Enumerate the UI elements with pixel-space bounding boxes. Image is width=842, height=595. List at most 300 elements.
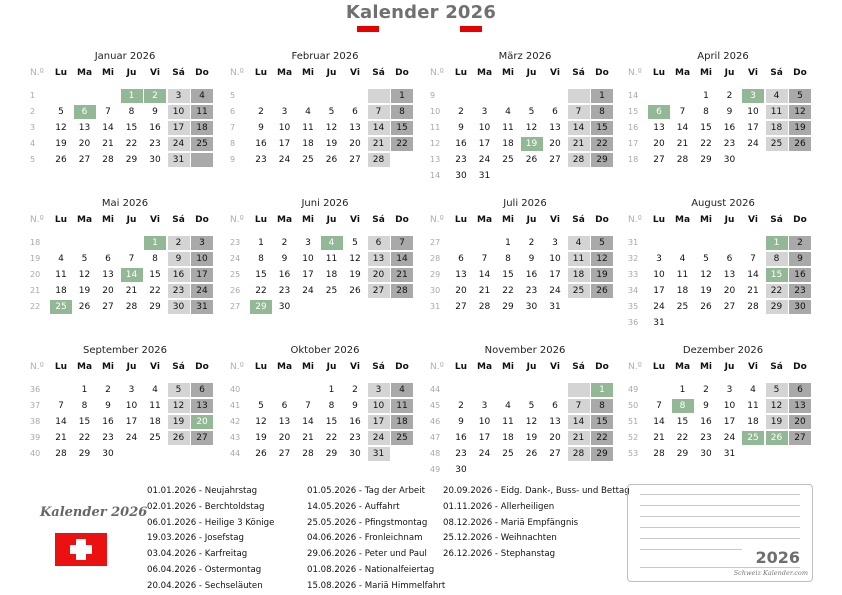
day-cell: 6 xyxy=(105,254,111,264)
day-cell: 26 xyxy=(591,284,613,298)
week-number: 12 xyxy=(430,139,441,148)
day-cell: 3 xyxy=(168,89,190,103)
day-cell: 13 xyxy=(455,270,467,280)
weekday-header: Ma xyxy=(276,215,293,225)
week-number: 29 xyxy=(430,270,441,279)
day-cell: 12 xyxy=(700,270,712,280)
day-cell: 6 xyxy=(458,254,464,264)
week-number: 18 xyxy=(30,238,41,247)
day-cell: 16 xyxy=(789,268,811,282)
day-cell: 24 xyxy=(653,302,665,312)
weekday-header: Do xyxy=(793,362,807,372)
week-number: 44 xyxy=(430,385,441,394)
weekday-header: Do xyxy=(395,68,409,78)
day-cell: 6 xyxy=(352,107,358,117)
day-cell: 27 xyxy=(455,302,467,312)
day-cell: 22 xyxy=(325,433,338,443)
day-cell: 26 xyxy=(349,286,361,296)
day-cell: 29 xyxy=(591,447,613,461)
weekday-header: Do xyxy=(595,68,609,78)
day-cell: 14 xyxy=(55,417,67,427)
day-cell: 21 xyxy=(302,433,314,443)
week-number: 15 xyxy=(628,107,639,116)
day-cell: 1 xyxy=(505,238,511,248)
day-cell: 1 xyxy=(391,89,413,103)
holiday-entry: 04.06.2026 - Fronleichnam xyxy=(307,533,423,544)
weekday-header: Ma xyxy=(674,68,691,78)
week-number: 40 xyxy=(30,449,41,458)
weekday-header: Vi xyxy=(150,215,160,225)
week-number: 34 xyxy=(628,286,639,295)
day-cell: 8 xyxy=(766,252,788,266)
day-cell: 18 xyxy=(568,268,590,282)
day-cell: 14 xyxy=(653,417,665,427)
day-cell: 11 xyxy=(55,270,67,280)
weekday-header: Ju xyxy=(724,215,735,225)
day-cell: 4 xyxy=(750,385,756,395)
day-cell: 7 xyxy=(128,254,135,264)
week-number-header: N.º xyxy=(30,68,44,78)
day-cell: 16 xyxy=(455,139,467,149)
day-cell: 12 xyxy=(55,123,67,133)
day-cell: 6 xyxy=(191,383,213,397)
weekday-header: Ju xyxy=(526,68,537,78)
week-number: 5 xyxy=(230,91,236,100)
week-number-header: N.º xyxy=(430,362,444,372)
day-cell: 18 xyxy=(502,433,514,443)
day-cell: 15 xyxy=(125,123,138,133)
day-cell: 31 xyxy=(549,302,561,312)
day-cell: 10 xyxy=(125,401,138,411)
weekday-header: Sá xyxy=(770,215,783,225)
weekday-header: Do xyxy=(195,68,209,78)
day-cell: 9 xyxy=(281,254,288,264)
day-cell: 15 xyxy=(676,417,689,427)
week-number: 5 xyxy=(30,155,36,164)
weekday-header: Mi xyxy=(501,362,515,372)
weekday-header: Do xyxy=(595,215,609,225)
day-cell: 2 xyxy=(528,238,535,248)
week-number: 10 xyxy=(430,107,441,116)
day-cell: 16 xyxy=(455,433,467,443)
day-cell: 19 xyxy=(525,433,538,443)
day-cell: 22 xyxy=(149,286,161,296)
weekday-header: Sá xyxy=(572,215,585,225)
weekday-header: Do xyxy=(195,215,209,225)
day-cell: 27 xyxy=(78,155,91,165)
holiday-entry: 14.05.2026 - Auffahrt xyxy=(307,501,400,512)
day-cell: 25 xyxy=(391,431,413,445)
day-cell: 27 xyxy=(278,449,291,459)
day-cell: 15 xyxy=(78,417,91,427)
day-cell: 21 xyxy=(102,139,114,149)
day-cell: 8 xyxy=(328,401,335,411)
day-cell: 28 xyxy=(125,302,138,312)
day-cell: 27 xyxy=(102,302,114,312)
day-cell: 4 xyxy=(766,89,788,103)
day-cell: 9 xyxy=(458,123,464,133)
day-cell: 29 xyxy=(125,155,138,165)
day-cell: 21 xyxy=(568,137,590,151)
day-cell: 21 xyxy=(747,286,759,296)
day-cell: 13 xyxy=(191,399,213,413)
day-cell: 3 xyxy=(481,107,488,117)
day-cell: 6 xyxy=(552,401,558,411)
day-cell: 18 xyxy=(676,286,689,296)
day-cell: 24 xyxy=(368,431,390,445)
day-cell: 24 xyxy=(278,155,291,165)
day-cell: 8 xyxy=(591,105,613,119)
day-cell: 7 xyxy=(568,399,590,413)
weekday-header: Mi xyxy=(699,215,713,225)
day-cell: 6 xyxy=(74,105,96,119)
day-cell: 27 xyxy=(191,431,213,445)
weekday-header: Sá xyxy=(372,68,385,78)
day-cell: 10 xyxy=(278,123,291,133)
day-cell: 18 xyxy=(747,417,759,427)
day-cell: 26 xyxy=(766,431,788,445)
holiday-list-2 xyxy=(307,484,445,595)
day-cell: 11 xyxy=(502,123,514,133)
week-number: 2 xyxy=(30,107,36,116)
day-cell: 18 xyxy=(766,121,788,135)
day-cell: 11 xyxy=(149,401,161,411)
holiday-entry: 20.04.2026 - Sechseläuten xyxy=(147,580,263,591)
brand-label: Kalender 2026 xyxy=(40,505,148,520)
notes-year: 2026 xyxy=(755,548,800,567)
day-cell: 20 xyxy=(455,286,467,296)
day-cell: 21 xyxy=(676,139,689,149)
day-cell: 27 xyxy=(368,284,390,298)
day-cell: 13 xyxy=(278,417,291,427)
day-cell: 30 xyxy=(168,300,190,314)
day-cell: 1 xyxy=(766,236,788,250)
day-cell: 12 xyxy=(789,105,811,119)
day-cell: 5 xyxy=(703,254,709,264)
day-cell: 15 xyxy=(591,415,613,429)
day-cell: 19 xyxy=(78,286,91,296)
day-cell: 25 xyxy=(50,300,72,314)
day-cell: 9 xyxy=(105,401,111,411)
day-cell: 2 xyxy=(281,238,288,248)
week-number: 52 xyxy=(628,433,639,442)
day-cell: 19 xyxy=(591,268,613,282)
day-cell: 11 xyxy=(302,123,314,133)
day-cell: 20 xyxy=(368,268,390,282)
week-number: 51 xyxy=(628,417,639,426)
day-cell: 11 xyxy=(391,399,413,413)
week-number: 9 xyxy=(230,155,236,164)
day-cell: 22 xyxy=(391,137,413,151)
day-cell: 10 xyxy=(747,107,759,117)
weekday-header: Ju xyxy=(326,68,337,78)
week-number: 35 xyxy=(628,302,639,311)
weekday-header: Sá xyxy=(572,362,585,372)
day-cell: 29 xyxy=(149,302,161,312)
week-number: 44 xyxy=(230,449,241,458)
day-cell: 10 xyxy=(653,270,665,280)
month-name: November 2026 xyxy=(484,345,566,356)
day-cell: 16 xyxy=(723,123,736,133)
day-cell: 14 xyxy=(747,270,759,280)
day-cell: 21 xyxy=(391,268,413,282)
day-cell: 3 xyxy=(128,385,135,395)
day-cell: 17 xyxy=(478,433,491,443)
day-cell: 13 xyxy=(368,252,390,266)
day-cell: 19 xyxy=(349,270,361,280)
weekday-header: Lu xyxy=(54,215,68,225)
day-cell: 13 xyxy=(349,123,361,133)
day-cell: 26 xyxy=(168,431,190,445)
week-number: 14 xyxy=(628,91,639,100)
day-cell: 2 xyxy=(352,385,358,395)
day-cell: 4 xyxy=(191,89,213,103)
day-cell: 15 xyxy=(325,417,338,427)
month-name: Oktober 2026 xyxy=(290,345,360,356)
day-cell: 14 xyxy=(368,121,390,135)
day-cell: 1 xyxy=(81,385,88,395)
day-cell: 9 xyxy=(168,252,190,266)
month-1 xyxy=(30,51,220,191)
month-name: Februar 2026 xyxy=(291,51,359,62)
day-cell: 2 xyxy=(105,385,111,395)
day-cell: 24 xyxy=(723,433,736,443)
day-cell: 28 xyxy=(368,153,390,167)
day-cell: 5 xyxy=(528,401,535,411)
day-cell: 25 xyxy=(676,302,689,312)
day-cell: 5 xyxy=(591,236,613,250)
day-cell: 30 xyxy=(149,155,161,165)
week-number-header: N.º xyxy=(430,68,444,78)
day-cell: 9 xyxy=(458,417,464,427)
week-number: 45 xyxy=(430,401,441,410)
weekday-header: Do xyxy=(195,362,209,372)
day-cell: 19 xyxy=(700,286,712,296)
day-cell: 9 xyxy=(789,252,811,266)
weekday-header: Mi xyxy=(699,362,713,372)
day-cell: 21 xyxy=(368,137,390,151)
day-cell: 16 xyxy=(255,139,267,149)
day-cell: 17 xyxy=(478,139,491,149)
weekday-header: Ju xyxy=(526,362,537,372)
holiday-entry: 15.08.2026 - Mariä Himmelfahrt xyxy=(307,580,446,591)
day-cell: 7 xyxy=(391,236,413,250)
day-cell: 7 xyxy=(568,105,590,119)
day-cell: 17 xyxy=(125,417,138,427)
day-cell: 7 xyxy=(368,105,390,119)
week-number: 32 xyxy=(628,254,639,263)
week-number: 24 xyxy=(230,254,241,263)
day-cell: 23 xyxy=(349,433,361,443)
week-number: 20 xyxy=(30,270,41,279)
weekday-header: Lu xyxy=(454,362,468,372)
week-number: 28 xyxy=(430,254,441,263)
day-cell: 28 xyxy=(102,155,114,165)
day-cell: 25 xyxy=(191,137,213,151)
day-cell: 4 xyxy=(679,254,686,264)
day-cell: 3 xyxy=(305,238,311,248)
day-cell: 10 xyxy=(168,105,190,119)
day-cell: 4 xyxy=(391,383,413,397)
day-cell: 22 xyxy=(591,137,613,151)
day-cell: 31 xyxy=(368,447,390,461)
week-number: 46 xyxy=(430,417,441,426)
holiday-entry: 01.11.2026 - Allerheiligen xyxy=(443,501,555,512)
day-cell: 24 xyxy=(747,139,759,149)
day-cell: 14 xyxy=(478,270,491,280)
month-6 xyxy=(230,198,420,338)
day-cell: 15 xyxy=(502,270,514,280)
day-cell: 19 xyxy=(55,139,67,149)
day-cell: 10 xyxy=(368,399,390,413)
weekday-header: Lu xyxy=(54,68,68,78)
holiday-entry: 25.12.2026 - Weihnachten xyxy=(443,533,557,544)
day-cell: 13 xyxy=(653,123,665,133)
day-cell: 19 xyxy=(255,433,267,443)
day-cell: 22 xyxy=(255,286,267,296)
day-cell: 13 xyxy=(549,417,561,427)
month-name: Januar 2026 xyxy=(94,51,156,62)
weekday-header: Vi xyxy=(350,68,360,78)
day-cell: 20 xyxy=(723,286,736,296)
day-cell: 13 xyxy=(549,123,561,133)
weekday-header: Mi xyxy=(101,215,115,225)
month-name: März 2026 xyxy=(498,51,552,62)
day-cell: 30 xyxy=(455,465,467,475)
holiday-entry: 06.04.2026 - Ostermontag xyxy=(147,564,262,575)
day-cell: 10 xyxy=(478,123,491,133)
weekday-header: Sá xyxy=(172,68,185,78)
day-cell: 23 xyxy=(723,139,736,149)
week-number-header: N.º xyxy=(230,215,244,225)
holiday-entry: 02.01.2026 - Berchtoldstag xyxy=(147,501,265,512)
day-cell: 30 xyxy=(525,302,538,312)
day-cell: 6 xyxy=(552,107,558,117)
week-number: 36 xyxy=(30,385,41,394)
week-number: 49 xyxy=(430,465,441,474)
day-cell: 12 xyxy=(325,123,338,133)
day-cell: 10 xyxy=(549,254,561,264)
day-cell: 9 xyxy=(528,254,535,264)
weekday-header: Mi xyxy=(101,68,115,78)
holiday-entry: 01.01.2026 - Neujahrstag xyxy=(147,486,258,496)
day-cell: 1 xyxy=(591,89,613,103)
empty-weekend-cell xyxy=(568,383,590,397)
day-cell: 9 xyxy=(703,401,709,411)
day-cell: 16 xyxy=(149,123,161,133)
day-cell: 30 xyxy=(723,155,736,165)
day-cell: 1 xyxy=(328,385,335,395)
day-cell: 2 xyxy=(703,385,709,395)
day-cell: 28 xyxy=(391,284,413,298)
day-cell: 8 xyxy=(258,254,264,264)
weekday-header: Lu xyxy=(254,215,268,225)
day-cell: 3 xyxy=(742,89,764,103)
day-cell: 10 xyxy=(191,252,213,266)
weekday-header: Ma xyxy=(276,68,293,78)
week-number: 40 xyxy=(230,385,241,394)
flag-bar-left xyxy=(357,26,379,32)
day-cell: 18 xyxy=(502,139,514,149)
day-cell: 24 xyxy=(478,449,491,459)
month-4 xyxy=(628,51,818,191)
day-cell: 19 xyxy=(168,415,190,429)
day-cell: 17 xyxy=(368,415,390,429)
week-number-header: N.º xyxy=(30,215,44,225)
day-cell: 29 xyxy=(502,302,514,312)
day-cell: 31 xyxy=(723,449,736,459)
holiday-entry: 01.05.2026 - Tag der Arbeit xyxy=(307,486,425,496)
day-cell: 3 xyxy=(552,238,558,248)
day-cell: 2 xyxy=(258,107,264,117)
day-cell: 26 xyxy=(789,137,811,151)
day-cell: 27 xyxy=(549,155,561,165)
day-cell: 6 xyxy=(281,401,288,411)
day-cell: 15 xyxy=(391,121,413,135)
day-cell: 17 xyxy=(191,268,213,282)
day-cell: 14 xyxy=(568,415,590,429)
day-cell: 4 xyxy=(152,385,158,395)
month-12 xyxy=(628,345,818,485)
week-number: 17 xyxy=(628,139,639,148)
weekday-header: Do xyxy=(793,68,807,78)
weekday-header: Ju xyxy=(526,215,537,225)
month-2 xyxy=(230,51,420,191)
day-cell: 3 xyxy=(191,236,213,250)
day-cell: 12 xyxy=(525,417,538,427)
day-cell: 18 xyxy=(325,270,338,280)
weekday-header: Vi xyxy=(550,68,560,78)
day-cell: 8 xyxy=(703,107,709,117)
day-cell: 22 xyxy=(700,139,712,149)
week-number-header: N.º xyxy=(628,362,642,372)
day-cell: 4 xyxy=(58,254,64,264)
holiday-entry: 08.12.2026 - Mariä Empfängnis xyxy=(443,517,579,528)
day-cell: 20 xyxy=(549,433,561,443)
weekday-header: Mi xyxy=(301,68,315,78)
day-cell: 27 xyxy=(349,155,361,165)
day-cell: 8 xyxy=(505,254,511,264)
week-number: 3 xyxy=(30,123,36,132)
day-cell: 29 xyxy=(591,153,613,167)
day-cell: 2 xyxy=(789,236,811,250)
week-number: 49 xyxy=(628,385,639,394)
day-cell: 7 xyxy=(105,107,111,117)
day-cell: 29 xyxy=(700,155,712,165)
day-cell: 1 xyxy=(679,385,686,395)
day-cell: 30 xyxy=(349,449,361,459)
day-cell: 25 xyxy=(502,155,514,165)
holiday-entry: 01.08.2026 - Nationalfeiertag xyxy=(307,564,435,575)
day-cell: 1 xyxy=(144,236,166,250)
day-cell: 14 xyxy=(121,268,143,282)
week-number: 41 xyxy=(230,401,241,410)
day-cell: 2 xyxy=(168,236,190,250)
week-number: 21 xyxy=(30,286,41,295)
weekday-header: Do xyxy=(595,362,609,372)
day-cell: 2 xyxy=(458,401,464,411)
day-cell: 23 xyxy=(255,155,267,165)
week-number-header: N.º xyxy=(230,362,244,372)
day-cell: 1 xyxy=(591,383,613,397)
day-cell: 17 xyxy=(302,270,314,280)
day-cell: 24 xyxy=(191,284,213,298)
day-cell: 9 xyxy=(152,107,158,117)
weekday-header: Vi xyxy=(150,68,160,78)
week-number: 47 xyxy=(430,433,441,442)
weekday-header: Sá xyxy=(770,362,783,372)
day-cell: 11 xyxy=(502,417,514,427)
